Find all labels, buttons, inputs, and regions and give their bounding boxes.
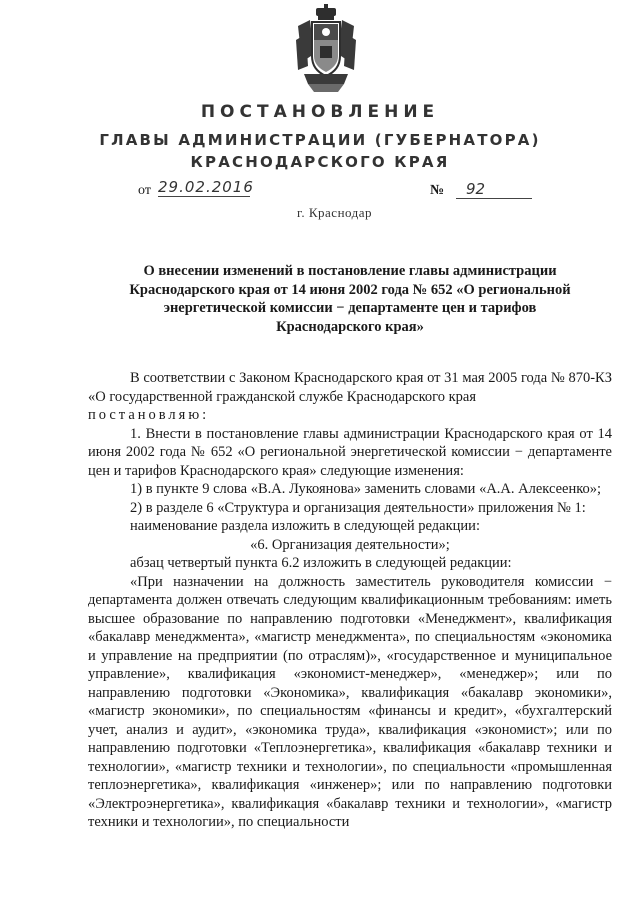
number-prefix: №: [430, 183, 445, 198]
clause-1-2: 2) в разделе 6 «Структура и организация деятельности» приложения № 1:: [130, 499, 586, 516]
city-label: г. Краснодар: [297, 205, 373, 220]
clause-paragraph-4: абзац четвертый пункта 6.2 изложить в следующей редакции:: [130, 555, 512, 571]
issuer-heading-line2: КРАСНОДАРСКОГО КРАЯ: [190, 153, 450, 171]
clause-section-title: «6. Организация деятельности»;: [250, 536, 450, 553]
clause-section-name: наименование раздела изложить в следующей редакции:: [130, 518, 480, 534]
date-prefix: от: [138, 183, 151, 198]
clause-1: 1. Внести в постановление главы администрации Краснодарского края от 14 июня 2002 года № 652 «О региональной энергетической комиссии − департаменте цен и тарифов Краснодарского края» следующие изменения:: [88, 425, 612, 479]
document-date: 29.02.2016: [158, 178, 254, 196]
document-title: О внесении изменений в постановление главы администрации Краснодарского края от 14 июня 2002 года № 652 «О региональной энергетической комиссии − департаменте цен и тарифов Краснодарского края»: [129, 263, 571, 335]
clause-qualification-text: «При назначении на должность заместитель руководителя комиссии − департамента должен отвечать следующим квалификационным требованиям: иметь высшее образование по направлению подготовки «Менеджмент», квалификация «бакалавр менеджмента», «магистр менеджмента», по специальностям «экономика и управление на предприятии (по отраслям)», «государственное и муниципальное управление», квалификация «экономист-менеджер», «менеджер»; или по направлению подготовки «Экономика», квалификация «бакалавр экономики», «магистр экономики», по специальностям «финансы и кредит», «бухгалтерский учет, анализ и аудит», «экономика труда», квалификация «экономист»; или по направлению подготовки «Теплоэнергетика», квалификация «бакалавр техники и технологии», «магистр техники и технологии», по специальности «промышленная теплоэнергетика», квалификация «инженер»; или по направлению подготовки «Электроэнергетика», квалификация «бакалавр техники и технологии», «магистр техники и технологии», по специальности: [88, 573, 612, 830]
document-type-heading: ПОСТАНОВЛЕНИЕ: [200, 102, 440, 122]
resolution-word: постановляю:: [88, 407, 210, 423]
coat-of-arms-icon: [294, 4, 358, 94]
issuer-heading-line1: ГЛАВЫ АДМИНИСТРАЦИИ (ГУБЕРНАТОРА): [99, 131, 541, 149]
preamble-paragraph: В соответствии с Законом Краснодарского края от 31 мая 2005 года № 870-КЗ «О государственной гражданской службе Краснодарского края: [88, 370, 612, 405]
clause-1-1: 1) в пункте 9 слова «В.А. Лукоянова» заменить словами «А.А. Алексеенко»;: [130, 481, 602, 497]
document-number: 92: [456, 180, 532, 199]
document-body: [88, 369, 612, 832]
